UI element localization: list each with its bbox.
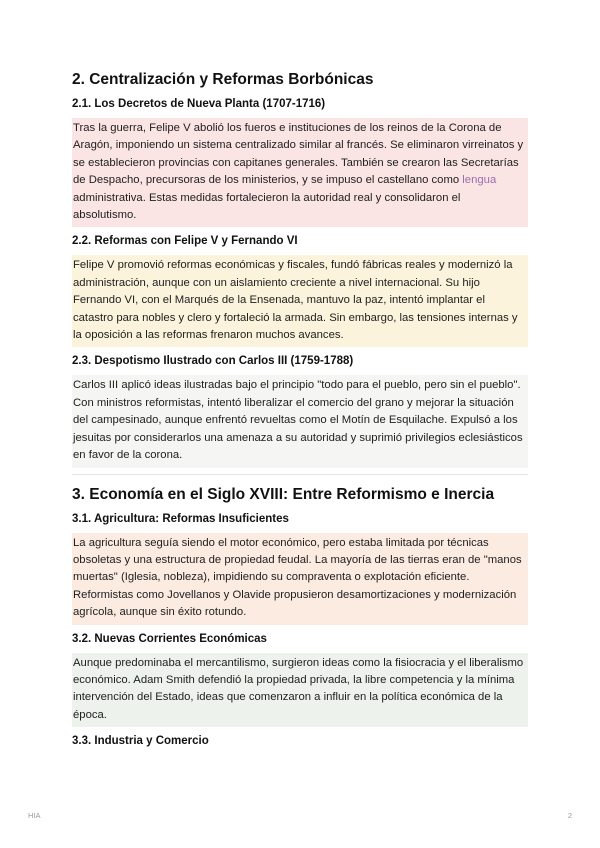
section-2-3-paragraph: Carlos III aplicó ideas ilustradas bajo el principio "todo para el pueblo, pero sin el pueblo". Con ministros reformistas, intentó liberalizar el comercio del grano y mejorar la situación del campesinado, aunque enfrentó revueltas como el Motín de Esquilache. Expulsó a los jesuitas por considerarlos una amenaza a su autoridad y suprimió privilegios eclesiásticos en favor de la corona. (72, 375, 528, 467)
section-3-3-heading: 3.3. Industria y Comercio (72, 735, 209, 748)
section-2-1-text-before: Tras la guerra, Felipe V abolió los fueros e instituciones de los reinos de la Corona de Aragón, imponiendo un sistema centralizado similar al francés. Se eliminaron virreinatos y se establecieron provincias con capitanes generales. También se crearon las Secretarías de Despacho, precursoras de los ministerios, y se impuso el castellano como (73, 122, 524, 187)
section-3-2-heading: 3.2. Nuevas Corrientes Económicas (72, 632, 267, 645)
section-2-3-heading: 2.3. Despotismo Ilustrado con Carlos III (1759-1788) (72, 355, 354, 368)
section-2-heading: 2. Centralización y Reformas Borbónicas (72, 71, 374, 88)
section-2-1-text-after: administrativa. Estas medidas fortalecieron la autoridad real y consolidaron el absolutismo. (73, 191, 461, 222)
section-divider (72, 474, 528, 475)
section-2-2-heading: 2.2. Reformas con Felipe V y Fernando VI (72, 235, 298, 248)
footer-label: HIA (28, 811, 41, 820)
section-2-1-paragraph (72, 118, 528, 227)
lengua-link[interactable]: lengua (462, 174, 497, 187)
section-3-1-paragraph: La agricultura seguía siendo el motor económico, pero estaba limitada por técnicas obsoletas y una estructura de propiedad feudal. La mayoría de las tierras eran de "manos muertas" (Iglesia, nobleza), impidiendo su compraventa o explotación eficiente. Reformistas como Jovellanos y Olavide propusieron desamortizaciones y modernización agrícola, aunque sin éxito rotundo. (72, 533, 528, 625)
section-2-2-paragraph: Felipe V promovió reformas económicas y fiscales, fundó fábricas reales y modernizó la administración, aunque con un aislamiento creciente a nivel internacional. Su hijo Fernando VI, con el Marqués de la Ensenada, mantuvo la paz, intentó implantar el catastro para nobles y clero y fortaleció la armada. Sin embargo, las tensiones internas y la oposición a las reformas frenaron muchos avances. (72, 255, 528, 347)
page-number: 2 (567, 811, 572, 820)
section-2-1-heading: 2.1. Los Decretos de Nueva Planta (1707-1716) (72, 98, 326, 110)
section-3-2-paragraph: Aunque predominaba el mercantilismo, surgieron ideas como la fisiocracia y el liberalismo económico. Adam Smith defendió la propiedad privada, la libre competencia y la mínima intervención del Estado, ideas que comenzaron a influir en la política económica de la época. (72, 653, 528, 728)
document-page (72, 70, 528, 755)
section-3-1-heading: 3.1. Agricultura: Reformas Insuficientes (72, 512, 289, 525)
section-3-heading: 3. Economía en el Siglo XVIII: Entre Reformismo e Inercia (72, 485, 495, 503)
